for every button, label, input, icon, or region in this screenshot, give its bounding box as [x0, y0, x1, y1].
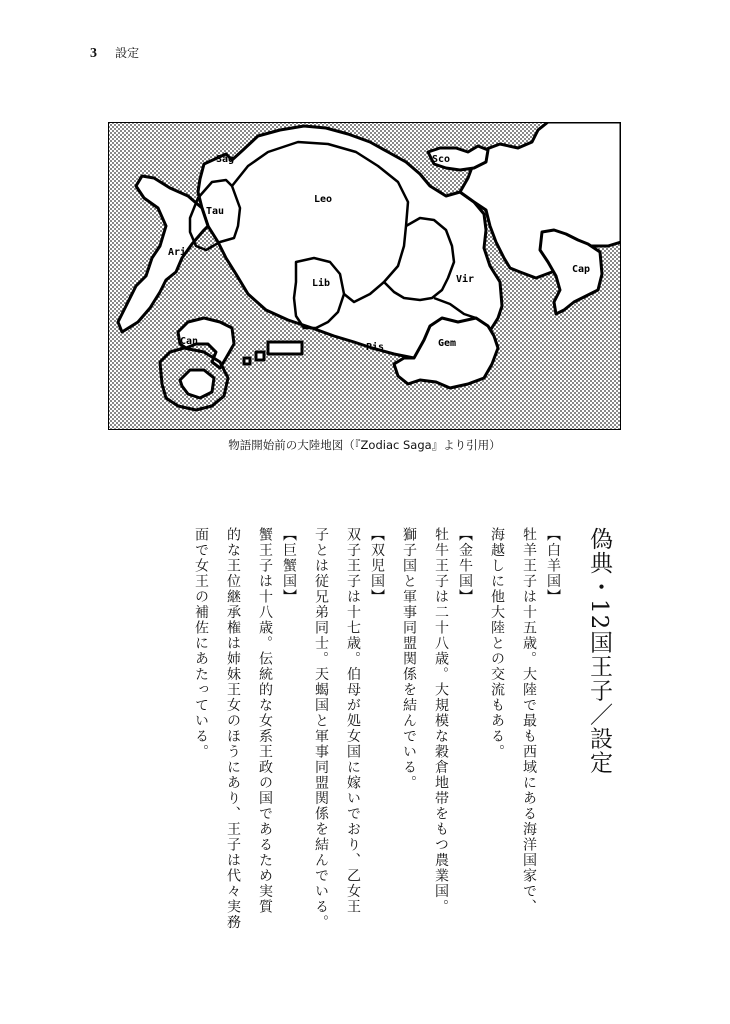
section-heading: 【巨蟹国】	[281, 527, 297, 605]
label-sco: Sco	[432, 154, 451, 165]
label-tau: Tau	[206, 206, 225, 217]
section-text: 的な王位継承権は姉妹王女のほうにあり、王子は代々実務	[225, 527, 241, 930]
label-lib: Lib	[312, 278, 331, 289]
map-illustration	[108, 122, 621, 430]
label-gem: Gem	[438, 338, 457, 349]
label-can: Can	[180, 336, 199, 347]
section-title: 設定	[115, 46, 140, 60]
section-text: 牡牛王子は二十八歳。大規模な穀倉地帯をもつ農業国。	[433, 527, 449, 915]
label-leo: Leo	[314, 194, 333, 205]
section-text: 子とは従兄弟同士。天蝎国と軍事同盟関係を結んでいる。	[313, 527, 329, 930]
section-text: 海越しに他大陸との交流もある。	[489, 527, 505, 760]
article-title: 偽典・12国王子／設定	[586, 527, 612, 775]
label-pis: Pis	[366, 342, 385, 353]
map-caption: 物語開始前の大陸地図（『Zodiac Saga』より引用）	[228, 438, 501, 452]
section-heading: 【白羊国】	[545, 527, 561, 605]
label-ari: Ari	[168, 247, 187, 258]
section-text: 面で女王の補佐にあたっている。	[193, 527, 209, 760]
section-text: 双子王子は十七歳。伯母が処女国に嫁いでおり、乙女王	[345, 527, 361, 915]
section-heading: 【双児国】	[369, 527, 385, 605]
article-body	[181, 527, 616, 967]
section-heading: 【金牛国】	[457, 527, 473, 605]
page-number: 3	[90, 46, 97, 61]
continent-map	[108, 122, 621, 430]
label-sag: Sag	[216, 154, 235, 165]
section-text: 獅子国と軍事同盟関係を結んでいる。	[401, 527, 417, 791]
section-text: 蟹王子は十八歳。伝統的な女系王政の国であるため実質	[257, 527, 273, 915]
label-vir: Vir	[456, 274, 475, 285]
section-text: 牡羊王子は十五歳。大陸で最も西域にある海洋国家で、	[521, 527, 537, 915]
label-cap: Cap	[572, 264, 591, 275]
page-header	[90, 44, 139, 62]
